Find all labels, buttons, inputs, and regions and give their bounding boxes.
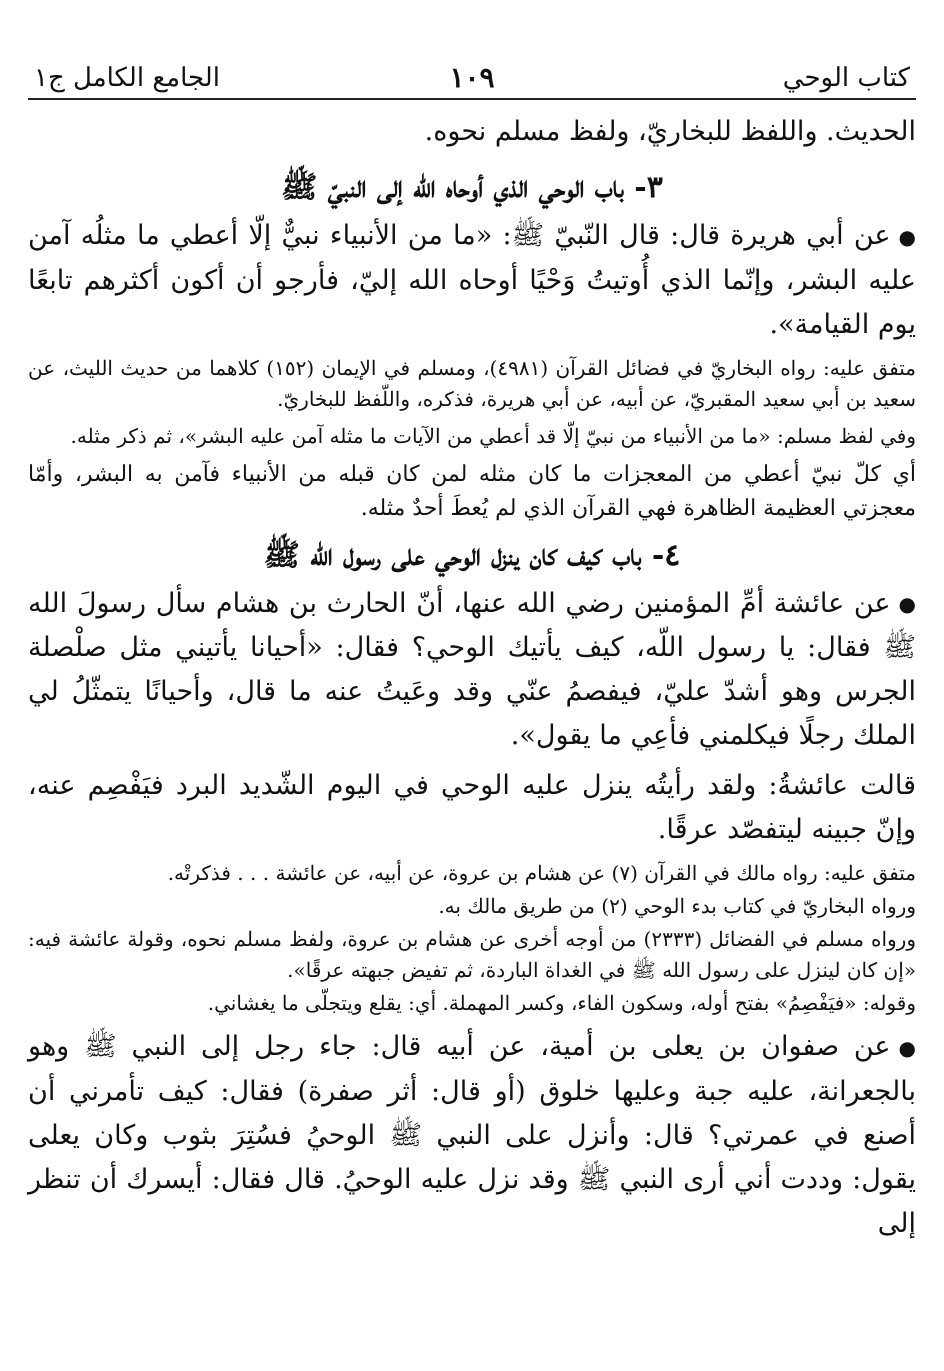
footnote-1a: متفق عليه: رواه البخاريّ في فضائل القرآن (٤٩٨١)، ومسلم في الإيمان (١٥٢) كلاهما من حديث الليث، عن سعيد بن أبي سعيد المقبريّ، عن أبيه، عن أبي هريرة، فذكره، واللّفظ للبخاريّ.: [28, 355, 916, 411]
page-number: ١٠٩: [449, 61, 495, 94]
footnote-2d: وقوله: «فيَفْصِمُ» بفتح أوله، وسكون الفاء، وكسر المهملة. أي: يقلع ويتجلّى ما يغشاني.: [207, 991, 916, 1015]
hadith-text-1: عن أبي هريرة قال: قال النّبيّ ﷺ: «ما من الأنبياء نبيٌّ إلّا أعطي ما مثلُه آمن عليه البشر، وإنّما الذي أُوتيتُ وَحْيًا أوحاه الله إليّ، فأرجو أن أكون أكثرهم تابعًا يوم القيامة».: [28, 220, 916, 340]
section-heading-4: ٤- باب كيف كان ينزل الوحي على رسول الله ﷺ: [263, 537, 681, 573]
footnote-1b: وفي لفظ مسلم: «ما من الأنبياء من نبيّ إلّا قد أعطي من الآيات ما مثله آمن عليه البشر»، ثم ذكر مثله.: [70, 423, 916, 448]
bullet-icon: ●: [898, 1035, 916, 1060]
hadith-paragraph-2b: قالت عائشةُ: ولقد رأيتُه ينزل عليه الوحي في اليوم الشّديد البرد فيَفْصِم عنه، وإنّ جبينه ليتفصّد عرقًا.: [28, 770, 916, 845]
hadith-paragraph-2: [28, 582, 916, 759]
intro-line: الحديث. واللفظ للبخاريّ، ولفظ مسلم نحوه.: [424, 116, 916, 147]
page-header: [28, 40, 916, 100]
bullet-icon: ●: [898, 224, 916, 249]
footnote-2c: ورواه مسلم في الفضائل (٢٣٣٣) من أوجه أخرى عن هشام بن عروة، ولفظ مسلم نحوه، وقولة عائشة فيه: «إن كان لينزل على رسول الله ﷺ في الغداة الباردة، ثم تفيض جبهته عرقًا».: [28, 927, 916, 982]
bullet-icon: ●: [898, 592, 916, 616]
hadith-text-2: عن عائشة أمِّ المؤمنين رضي الله عنها، أنّ الحارث بن هشام سأل رسولَ الله ﷺ فقال: يا رسول اللّه، كيف يأتيك الوحي؟ فقال: «أحيانا يأتيني مثل صلْصلة الجرس وهو أشدّ عليّ، فيفصمُ عنّي وقد وعَيتُ عنه ما قال، وأحيانًا يتمثّلُ لي الملك رجلًا فيكلمني فأعِي ما يقول».: [28, 587, 916, 751]
section-heading-3: ٣- باب الوحي الذي أوحاه الله إلى النبيّ ﷺ: [281, 170, 663, 205]
hadith-paragraph-3: [28, 1025, 916, 1246]
footnote-2a: متفق عليه: رواه مالك في القرآن (٧) عن هشام بن عروة، عن أبيه، عن عائشة . . . فذكرتْه.: [167, 861, 916, 885]
footnote-2b: ورواه البخاريّ في كتاب بدء الوحي (٢) من طريق مالك به.: [438, 894, 916, 918]
hadith-paragraph-1: [28, 214, 916, 347]
hadith-text-3: عن صفوان بن يعلى بن أمية، عن أبيه قال: جاء رجل إلى النبي ﷺ وهو بالجعرانة، عليه جبة وعليها خلوق (أو قال: أثر صفرة) فقال: كيف تأمرني أن أصنع في عمرتي؟ قال: وأنزل على النبي ﷺ الوحيُ فسُتِرَ بثوب وكان يعلى يقول: وددت أني أرى النبي ﷺ وقد نزل عليه الوحيُ. قال فقال: أيسرك أن تنظر إلى: [28, 1031, 916, 1239]
chapter-title: كتاب الوحي: [782, 63, 910, 93]
document-page: [28, 40, 916, 1246]
book-title: الجامع الكامل ج١: [34, 63, 220, 93]
explanation-paragraph: أي كلّ نبيّ أعطي من المعجزات ما كان مثله لمن كان قبله من الأنبياء فآمن به البشر، وأمّا معجزتي العظيمة الظاهرة فهي القرآن الذي لم يُعطَ أحدٌ مثله.: [28, 461, 916, 521]
